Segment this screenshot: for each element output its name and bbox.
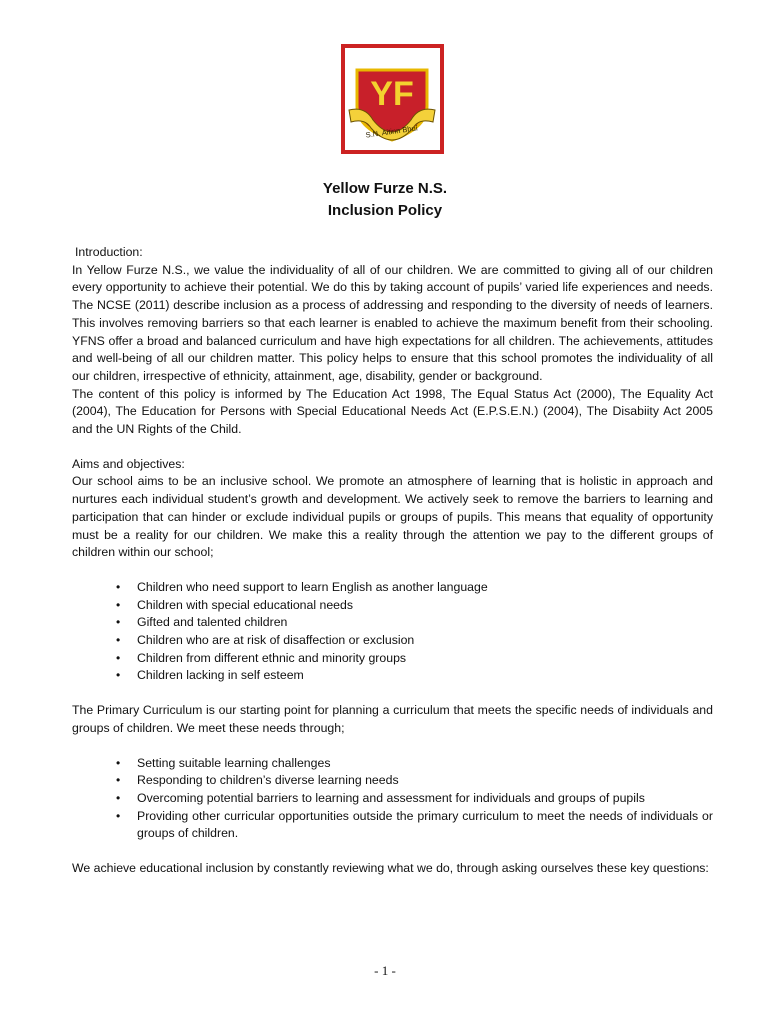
list-item: • Setting suitable learning challenges — [72, 755, 713, 773]
list-item: • Children from different ethnic and minority groups — [72, 650, 713, 668]
bullet-icon: • — [116, 808, 121, 823]
bullet-icon: • — [116, 650, 121, 665]
closing-paragraph: We achieve educational inclusion by constantly reviewing what we do, through asking ourselves these key questions: — [72, 861, 709, 876]
list-item: • Children lacking in self esteem — [72, 667, 713, 685]
bullet-icon: • — [116, 755, 121, 770]
logo-initials: YF — [370, 75, 414, 113]
document-header — [0, 178, 770, 222]
bullet-icon: • — [116, 773, 121, 788]
list-item: • Children who need support to learn English as another language — [72, 579, 713, 597]
intro-heading: Introduction: — [75, 245, 143, 259]
bullet-icon: • — [116, 668, 121, 683]
list-item: • Children with special educational needs — [72, 597, 713, 615]
school-crest-icon — [345, 48, 440, 150]
document-body — [72, 244, 713, 878]
bullet-icon: • — [116, 790, 121, 805]
legislation-paragraph: The content of this policy is informed by The Education Act 1998, The Equal Status Act (2000), The Equality Act (2004), The Education for Persons with Special Educational Needs Act (E.P.S.E.N.) (2004), The Disabiity Act 2005 and the UN Rights of the Child. — [72, 386, 713, 437]
school-name: Yellow Furze N.S. — [322, 180, 448, 197]
bullet-icon: • — [116, 597, 121, 612]
aims-heading: Aims and objectives: — [72, 456, 185, 471]
list-item: • Responding to children’s diverse learning needs — [72, 772, 713, 790]
aims-paragraph: Our school aims to be an inclusive school. We promote an atmosphere of learning that is holistic in approach and nurtures each individual student’s growth and development. We actively seek to remove the barriers to learning and participation that can hinder or exclude individual pupils or groups of pupils. This means that equality of opportunity must be a reality for our children. We make this a reality through the attention we pay to the different groups of children within our school; — [72, 474, 713, 560]
page-number: - 1 - — [374, 963, 396, 978]
document-title: Inclusion Policy — [327, 202, 443, 219]
bullet-icon: • — [116, 579, 121, 594]
means-list — [72, 755, 713, 844]
bullet-icon: • — [116, 615, 121, 630]
list-item: • Overcoming potential barriers to learning and assessment for individuals and groups of pupils — [72, 790, 713, 808]
intro-paragraph: In Yellow Furze N.S., we value the individuality of all of our children. We are committed to giving all of our children every opportunity to achieve their potential. We do this by taking account of pupils’ varied life experiences and needs. The NCSE (2011) describe inclusion as a process of addressing and responding to the diversity of needs of learners. This involves removing barriers so that each learner is enabled to achieve the maximum benefit from their schooling. YFNS offer a broad and balanced curriculum and have high expectations for all children. The achievements, attitudes and well-being of all our children matter. This policy helps to ensure that this school promotes the individuality of all our children, irrespective of ethnicity, attainment, age, disability, gender or background. — [72, 262, 713, 383]
list-item: • Gifted and talented children — [72, 614, 713, 632]
list-item: • Providing other curricular opportunities outside the primary curriculum to meet the needs of individuals or groups of children. — [116, 808, 713, 841]
list-item: • Children who are at risk of disaffection or exclusion — [72, 632, 713, 650]
logo-motto: S.N. Aitinn Bhuí — [365, 123, 419, 140]
bullet-icon: • — [116, 633, 121, 648]
groups-list — [72, 579, 713, 685]
school-logo — [341, 44, 444, 154]
curriculum-paragraph: The Primary Curriculum is our starting point for planning a curriculum that meets the specific needs of individuals and groups of children. We meet these needs through; — [72, 703, 713, 735]
